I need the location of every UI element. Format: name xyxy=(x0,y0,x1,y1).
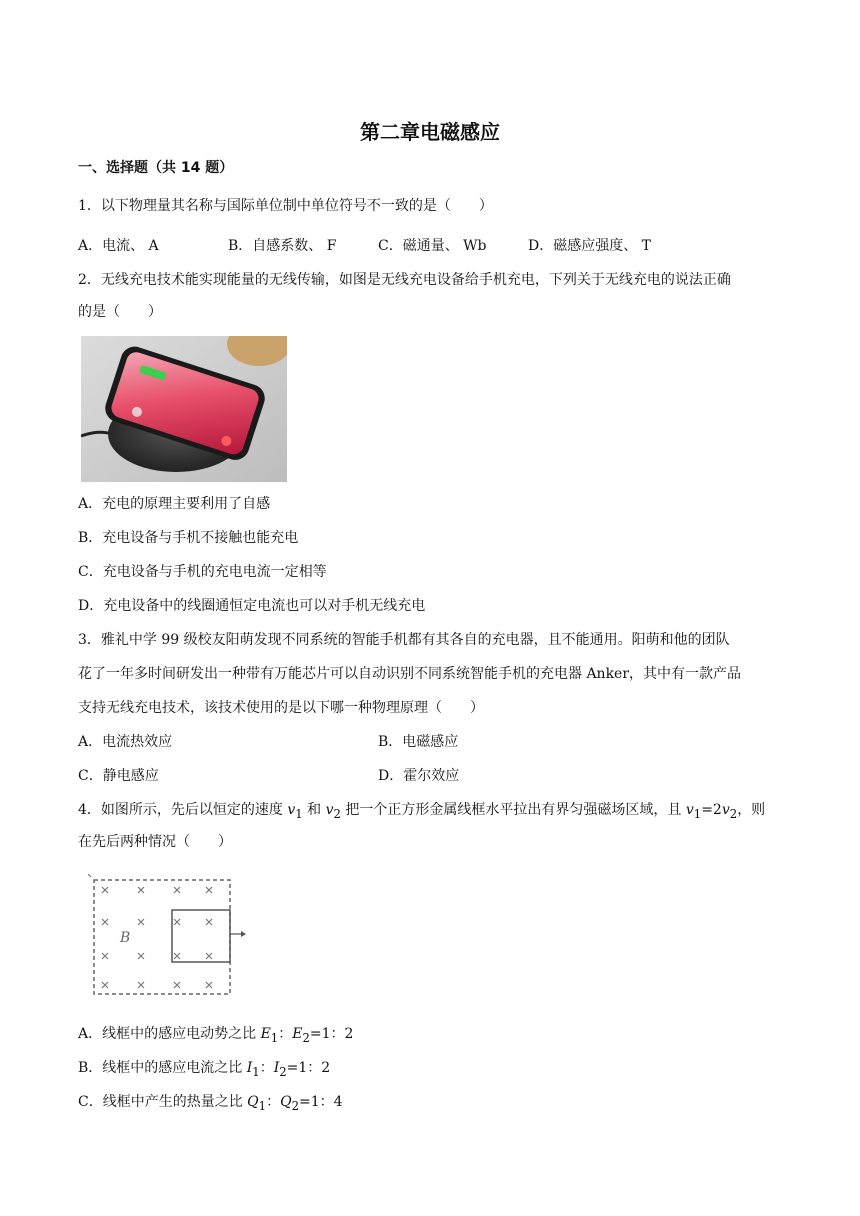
question-4-stem-line-1: 4．如图所示，先后以恒定的速度 $v_1$ 和 $v_2$ 把一个正方形金属线框水平拉出有界匀强磁场区域，且 $v_1=2v_2$，则 xyxy=(78,802,766,821)
q1-option-b: B．自感系数、 F xyxy=(228,238,337,254)
q2-option-a: A．充电的原理主要利用了自感 xyxy=(78,496,271,512)
question-4-stem-line-2: 在先后两种情况（ ） xyxy=(78,834,232,850)
q4-option-a: A．线框中的感应电动势之比 $E_1$：$E_2=1$：2 xyxy=(78,1026,354,1045)
wireless-charging-photo xyxy=(81,336,287,482)
question-3-stem-line-3: 支持无线充电技术，该技术使用的是以下哪一种物理原理（ ） xyxy=(78,700,484,716)
field-label: B xyxy=(120,930,131,946)
question-3-stem-line-2: 花了一年多时间研发出一种带有万能芯片可以自动识别不同系统智能手机的充电器 Anker，其中有一款产品 xyxy=(78,666,742,682)
question-3-stem-line-1: 3．雅礼中学 99 级校友阳萌发现不同系统的智能手机都有其各自的充电器，且不能通用。阳萌和他的团队 xyxy=(78,632,730,648)
page-title: 第二章电磁感应 xyxy=(360,120,500,144)
magnetic-field-diagram xyxy=(88,874,248,1000)
q2-option-b: B．充电设备与手机不接触也能充电 xyxy=(78,530,299,546)
q4-option-c: C．线框中产生的热量之比 $Q_1$：$Q_2=1$：4 xyxy=(78,1094,343,1113)
question-1-stem: 1．以下物理量其名称与国际单位制中单位符号不一致的是（ ） xyxy=(78,198,493,214)
section-heading: 一、选择题（共 14 题） xyxy=(78,160,234,176)
q1-option-a: A．电流、 A xyxy=(78,238,159,254)
question-2-stem-line-2: 的是（ ） xyxy=(78,304,162,320)
q1-option-c: C．磁通量、 Wb xyxy=(378,238,487,254)
q1-option-d: D．磁感应强度、 T xyxy=(528,238,652,254)
q3-option-c: C．静电感应 xyxy=(78,768,159,784)
q2-option-d: D．充电设备中的线圈通恒定电流也可以对手机无线充电 xyxy=(78,598,426,614)
q2-option-c: C．充电设备与手机的充电电流一定相等 xyxy=(78,564,327,580)
q4-option-b: B．线框中的感应电流之比 $I_1$：$I_2=1$：2 xyxy=(78,1060,331,1079)
q3-option-d: D．霍尔效应 xyxy=(378,768,460,784)
q3-option-a: A．电流热效应 xyxy=(78,734,173,750)
question-2-stem-line-1: 2．无线充电技术能实现能量的无线传输，如图是无线充电设备给手机充电，下列关于无线充电的说法正确 xyxy=(78,272,731,288)
q3-option-b: B．电磁感应 xyxy=(378,734,459,750)
